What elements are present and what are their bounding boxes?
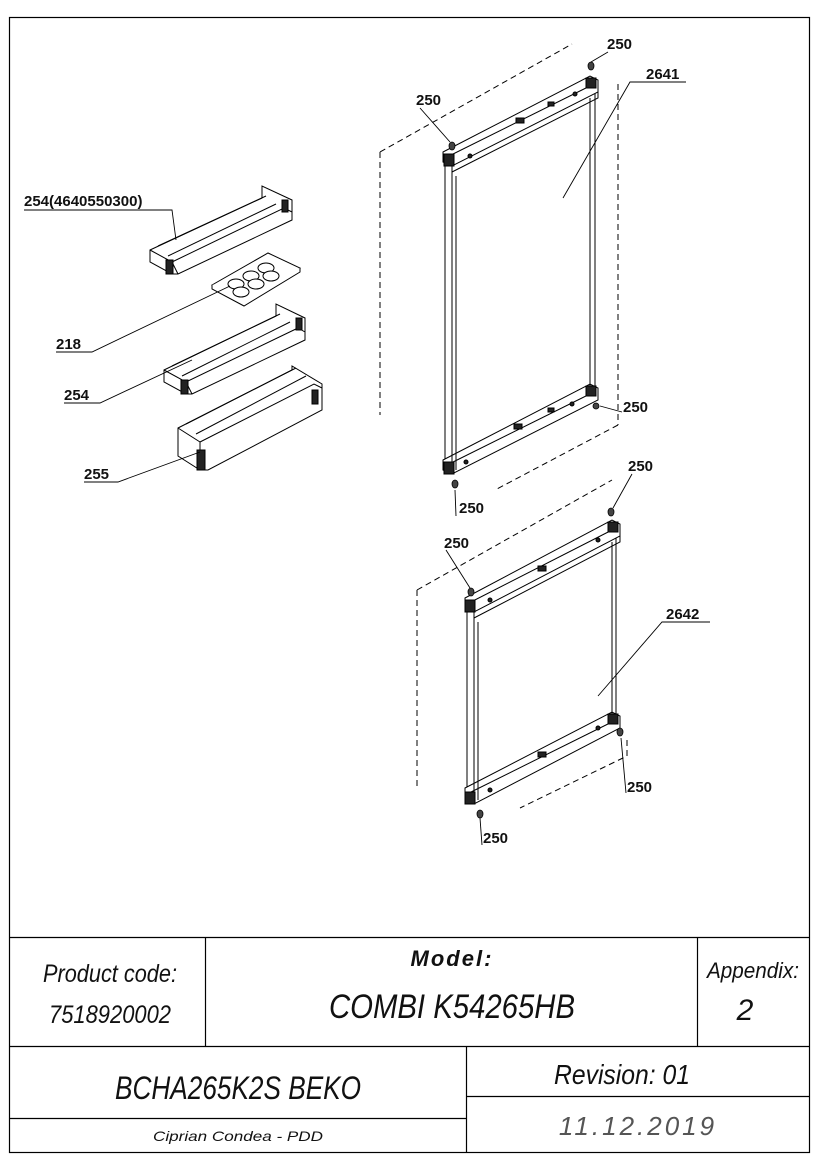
callout-pin: 250 [623,399,649,416]
date: 11.12.2019 [558,1111,718,1141]
freezer-door [417,480,627,808]
callout-pin: 250 [444,535,470,552]
revision: Revision: 01 [554,1059,690,1090]
product-code-label: Product code: [43,960,177,988]
callout-pin: 250 [628,458,654,475]
callout-pin: 250 [627,779,653,796]
callout-shelf-top: 254(4640550300) [24,193,143,210]
model-label: Model: [410,946,494,971]
callout-shelf-bottom: 255 [84,466,110,483]
callout-fridge-door: 2641 [646,66,680,83]
callout-pin: 250 [416,92,442,109]
callout-freezer-door: 2642 [666,606,700,623]
callout-pin: 250 [459,500,485,517]
model-value: COMBI K54265HB [329,988,575,1026]
fridge-door [380,44,618,490]
callout-egg-tray: 218 [56,336,82,353]
callout-pin: 250 [483,830,509,847]
appendix-value: 2 [736,994,754,1027]
variant-name: BCHA265K2S BEKO [115,1070,361,1106]
product-code-value: 7518920002 [49,1001,172,1029]
egg-tray [212,253,300,306]
callout-pin: 250 [607,36,633,53]
author: Ciprian Condea - PDD [153,1128,323,1144]
appendix-label: Appendix: [705,958,799,983]
callout-shelf-mid: 254 [64,387,90,404]
